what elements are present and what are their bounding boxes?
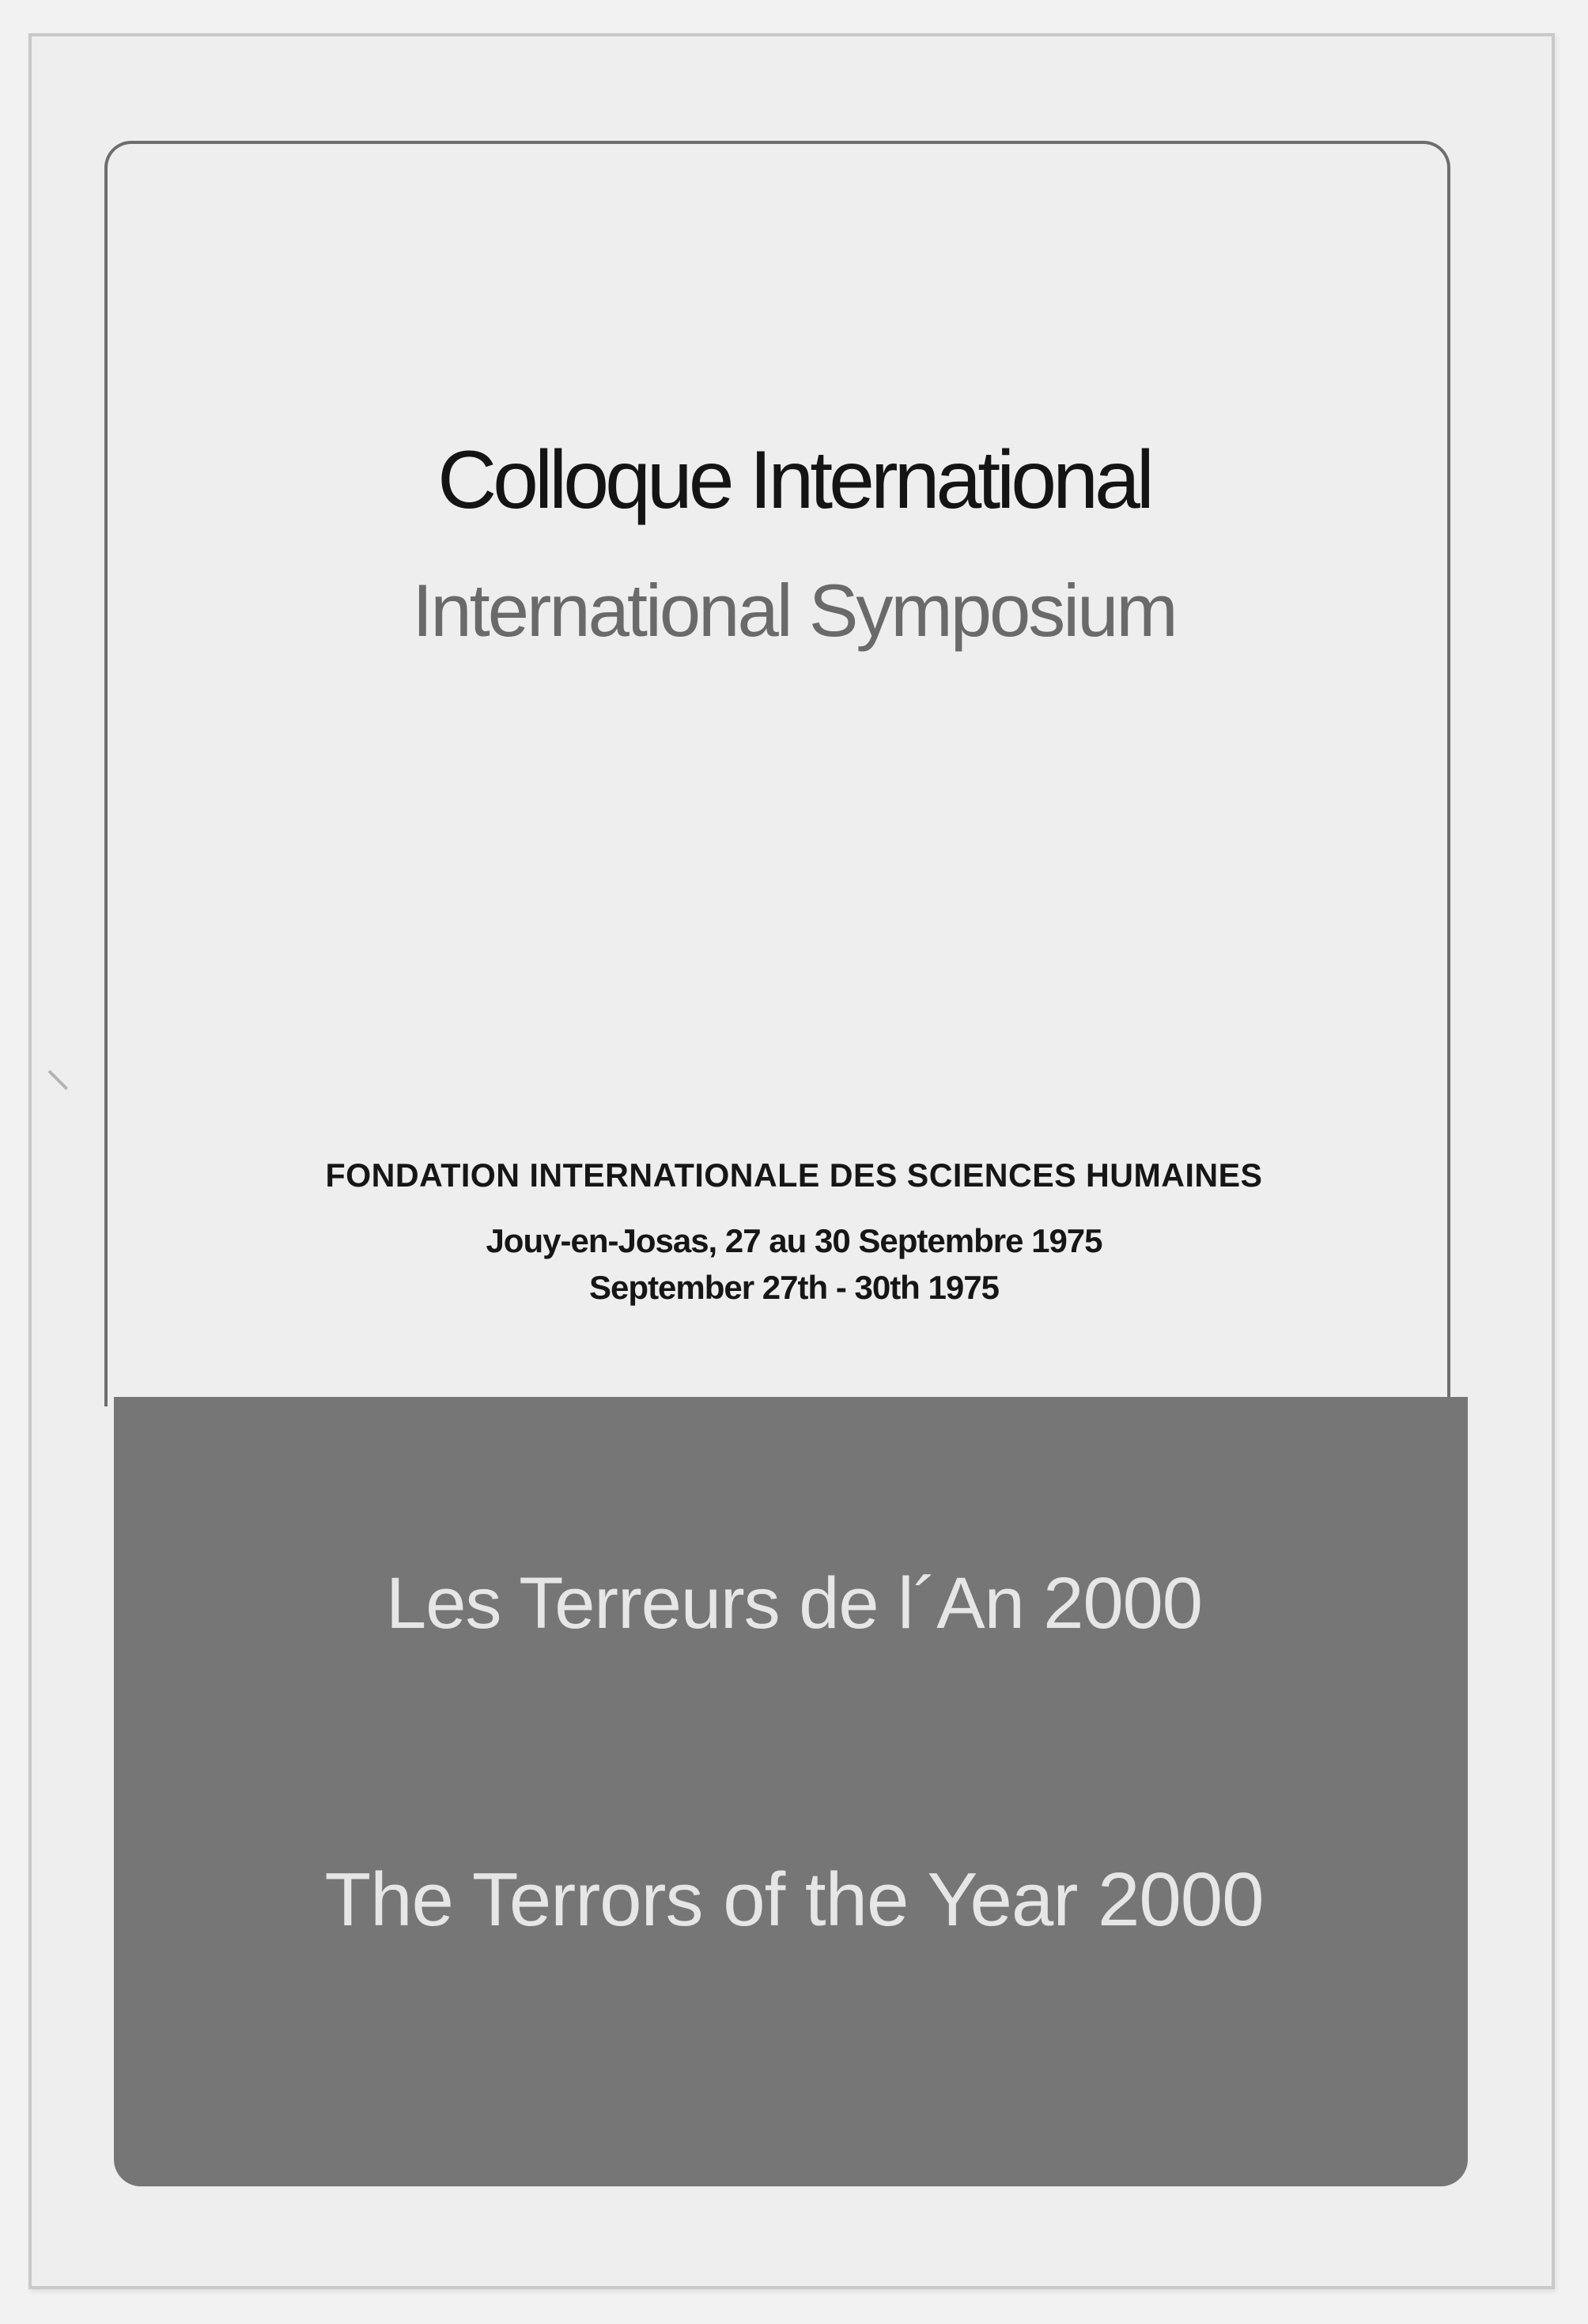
title-french: Colloque International — [437, 434, 1151, 526]
cover-border-frame — [104, 141, 1450, 1406]
theme-french: Les Terreurs de l´An 2000 — [386, 1563, 1202, 1644]
date-english: September 27th - 30th 1975 — [589, 1269, 999, 1306]
title-panel — [114, 1397, 1468, 2186]
date-french: Jouy-en-Josas, 27 au 30 Septembre 1975 — [486, 1222, 1102, 1259]
theme-english: The Terrors of the Year 2000 — [324, 1857, 1264, 1942]
title-english: International Symposium — [412, 569, 1176, 652]
organization-name: FONDATION INTERNATIONALE DES SCIENCES HUMAINES — [325, 1156, 1263, 1194]
